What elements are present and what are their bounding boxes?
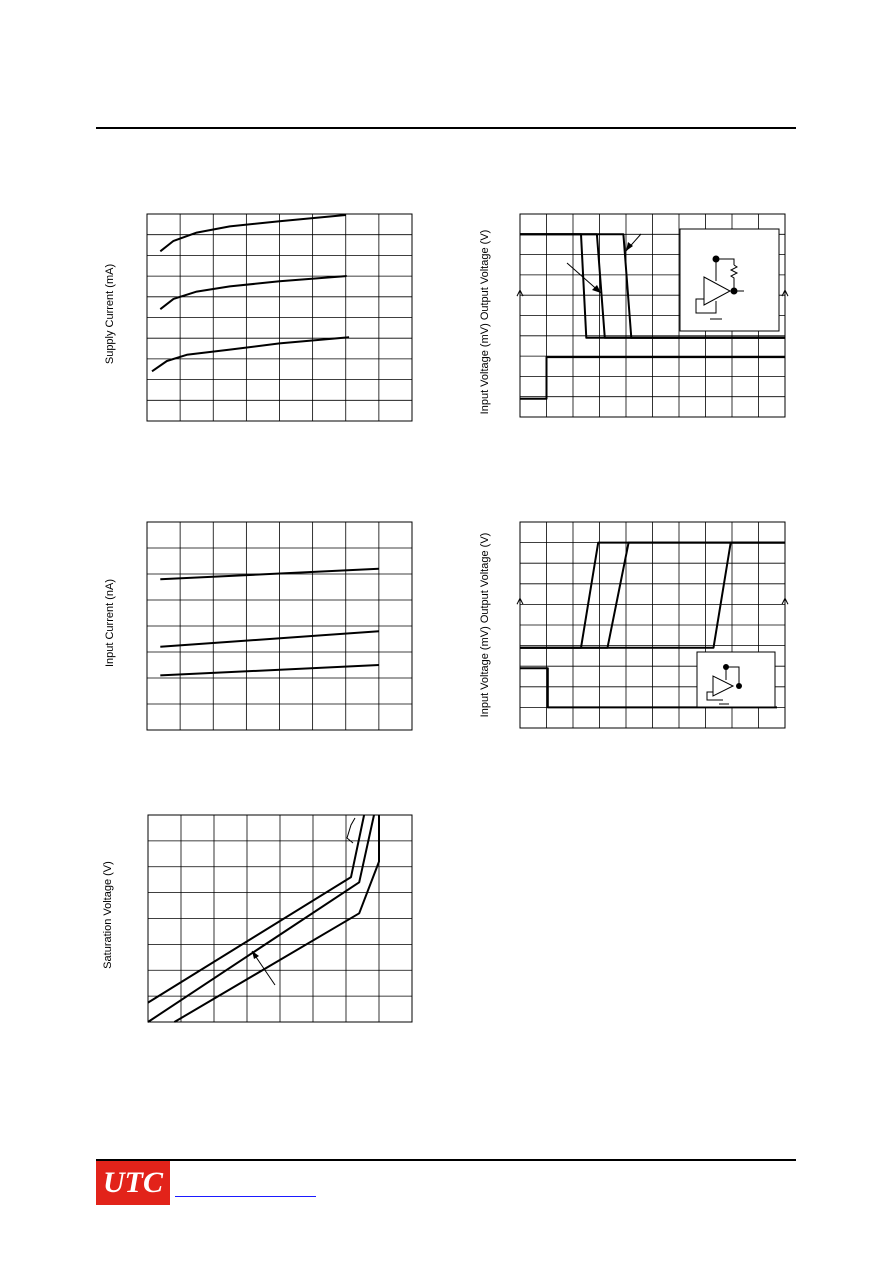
footer-link[interactable] <box>175 1196 316 1197</box>
chart2-arrowhead <box>626 242 633 251</box>
chart5-annotation-bracket <box>347 818 355 843</box>
utc-logo-text: UTC <box>103 1166 163 1199</box>
chart4-ylabel: Input Voltage (mV) Output Voltage (V) <box>479 532 491 718</box>
chart1-series-3-line <box>152 337 349 371</box>
chart4-inset-schematic <box>697 652 775 707</box>
chart5-ylabel: Saturation Voltage (V) <box>102 861 114 969</box>
chart2-ylabel: Input Voltage (mV) Output Voltage (V) <box>479 229 491 415</box>
chart1-series-2-line <box>160 275 345 309</box>
chart1-ylabel: Supply Current (mA) <box>104 263 116 365</box>
chart1-series-1-line <box>160 215 345 251</box>
footer-rule <box>96 1159 796 1161</box>
chart2-inset-schematic <box>680 229 779 331</box>
chart5-arrowhead <box>252 951 259 959</box>
utc-logo <box>96 1161 170 1205</box>
chart3-ylabel: Input Current (nA) <box>104 578 116 668</box>
